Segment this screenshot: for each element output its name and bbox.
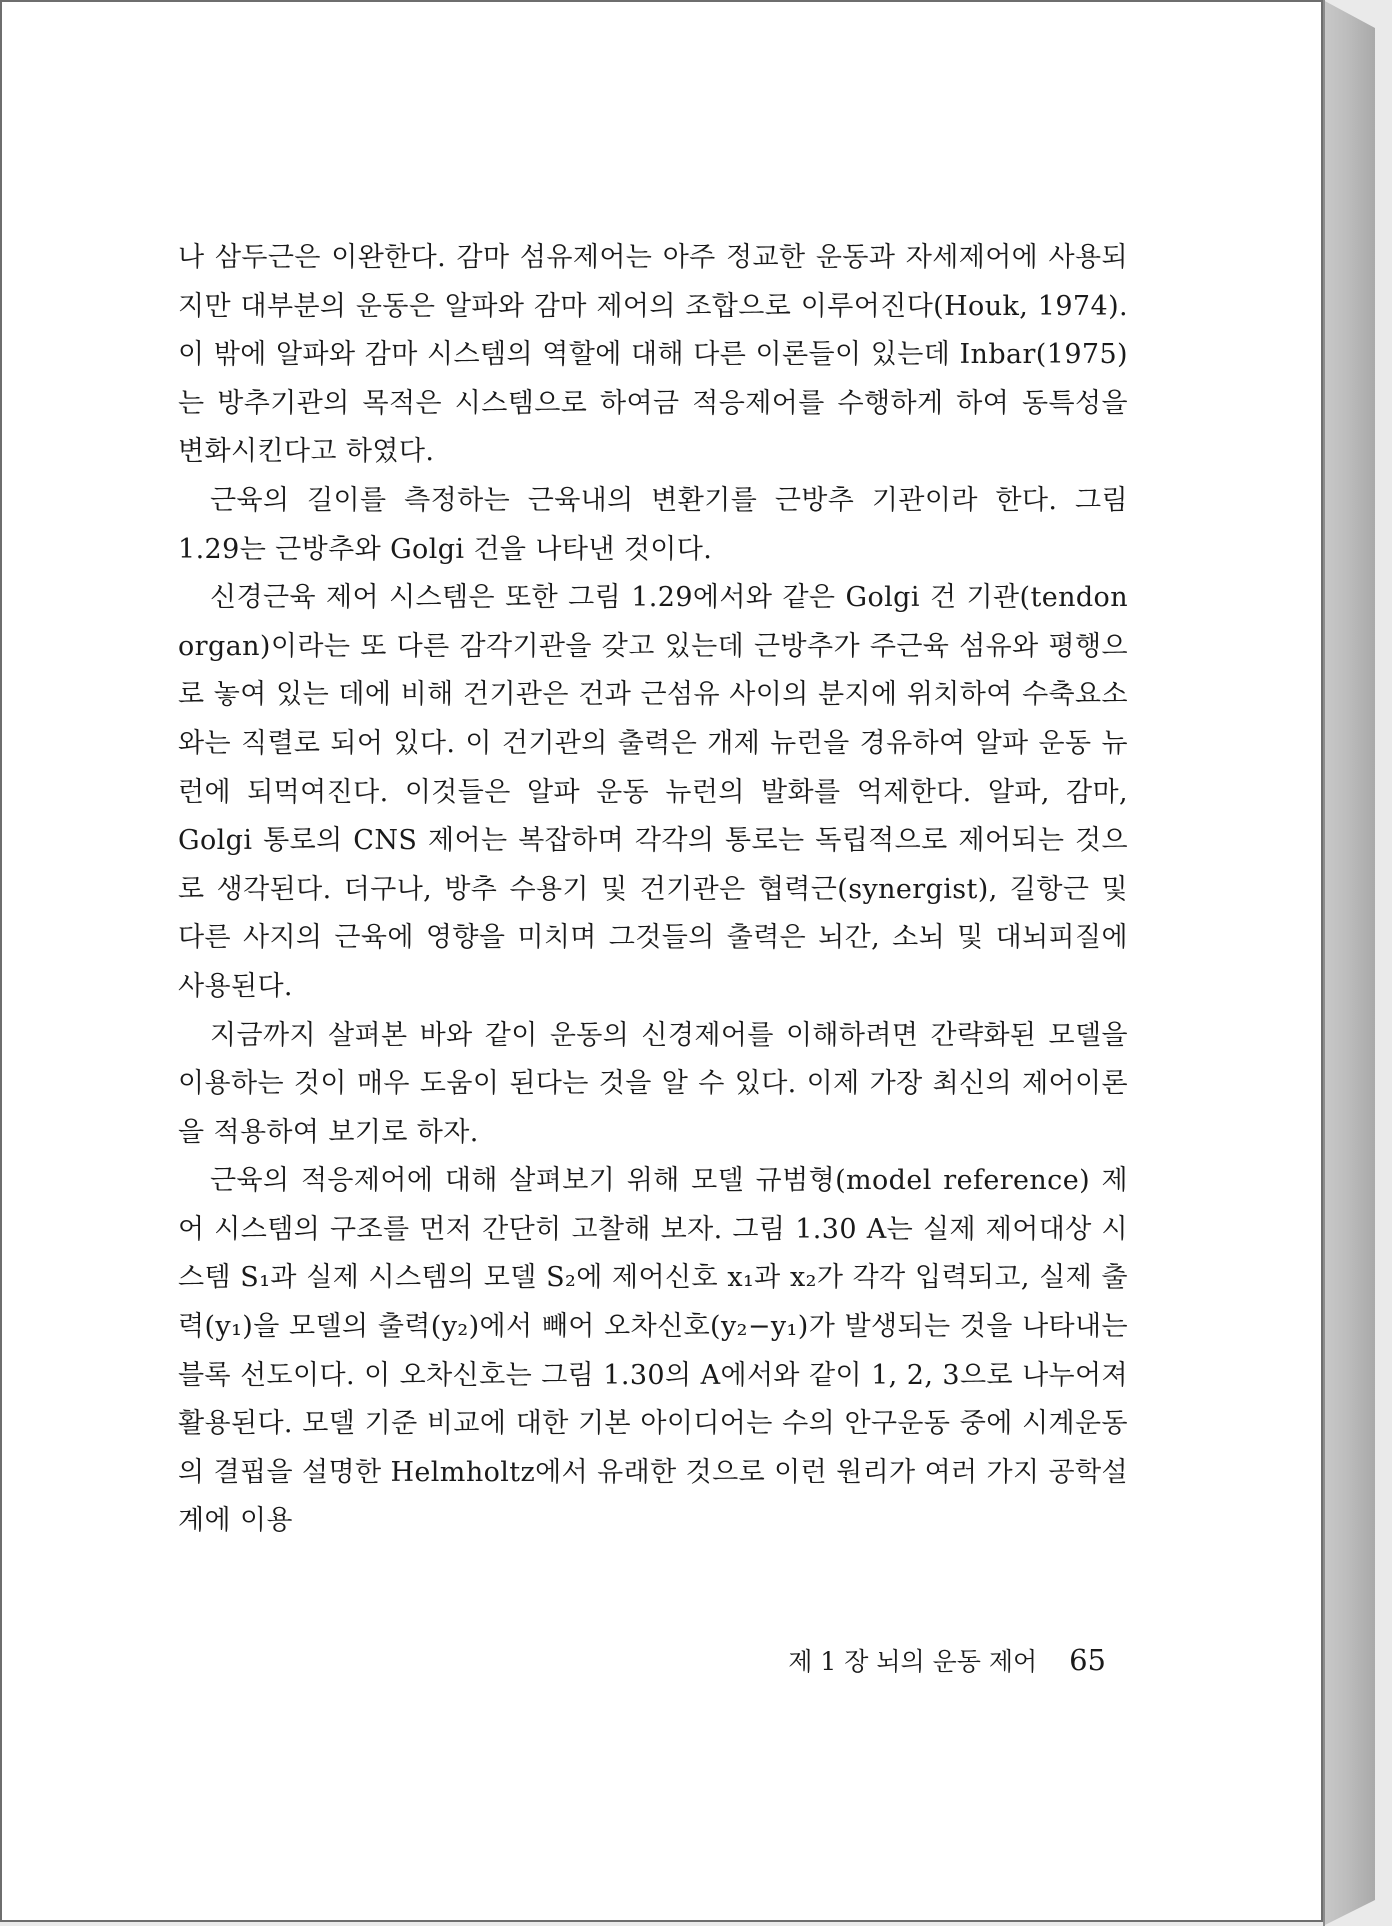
chapter-title: 제 1 장 뇌의 운동 제어 [788,1647,1038,1676]
paragraph-5: 근육의 적응제어에 대해 살펴보기 위해 모델 규범형(model reference) 제어 시스템의 구조를 먼저 간단히 고찰해 보자. 그림 1.30 A는 실제 제어대상 시스템 S₁과 실제 시스템의 모델 S₂에 제어신호 x₁과 x₂가 각각 입력되고, 실제 출력(y₁)을 모델의 출력(y₂)에서 빼어 오차신호(y₂−y₁)가 발생되는 것을 나타내는 블록 선도이다. 이 오차신호는 그림 1.30의 A에서와 같이 1, 2, 3으로 나누어져 활용된다. 모델 기준 비교에 대한 기본 아이디어는 수의 안구운동 중에 시계운동의 결핍을 설명한 Helmholtz에서 유래한 것으로 이런 원리가 여러 가지 공학설계에 이용 [178,1165,1128,1537]
page-footer [788,1642,1106,1678]
page-thickness [1323,0,1375,1926]
page-number: 65 [1069,1643,1106,1677]
page-edge-line [1323,0,1325,1926]
paragraph-4: 지금까지 살펴본 바와 같이 운동의 신경제어를 이해하려면 간략화된 모델을 이용하는 것이 매우 도움이 된다는 것을 알 수 있다. 이제 가장 최신의 제어이론을 적용하여 보기로 하자. [178,1019,1128,1148]
body-text [178,234,1128,1546]
paragraph-2: 근육의 길이를 측정하는 근육내의 변환기를 근방추 기관이라 한다. 그림 1.29는 근방추와 Golgi 건을 나타낸 것이다. [178,484,1128,565]
paragraph-3: 신경근육 제어 시스템은 또한 그림 1.29에서와 같은 Golgi 건 기관(tendon organ)이라는 또 다른 감각기관을 갖고 있는데 근방추가 주근육 섬유와 평행으로 놓여 있는 데에 비해 건기관은 건과 근섬유 사이의 분지에 위치하여 수축요소와는 직렬로 되어 있다. 이 건기관의 출력은 개제 뉴런을 경유하여 알파 운동 뉴런에 되먹여진다. 이것들은 알파 운동 뉴런의 발화를 억제한다. 알파, 감마, Golgi 통로의 CNS 제어는 복잡하며 각각의 통로는 독립적으로 제어되는 것으로 생각된다. 더구나, 방추 수용기 및 건기관은 협력근(synergist), 길항근 및 다른 사지의 근육에 영향을 미치며 그것들의 출력은 뇌간, 소뇌 및 대뇌피질에 사용된다. [178,582,1128,1002]
paragraph-1: 나 삼두근은 이완한다. 감마 섬유제어는 아주 정교한 운동과 자세제어에 사용되지만 대부분의 운동은 알파와 감마 제어의 조합으로 이루어진다(Houk, 1974). 이 밖에 알파와 감마 시스템의 역할에 대해 다른 이론들이 있는데 Inbar(1975)는 방추기관의 목적은 시스템으로 하여금 적응제어를 수행하게 하여 동특성을 변화시킨다고 하였다. [178,242,1128,468]
